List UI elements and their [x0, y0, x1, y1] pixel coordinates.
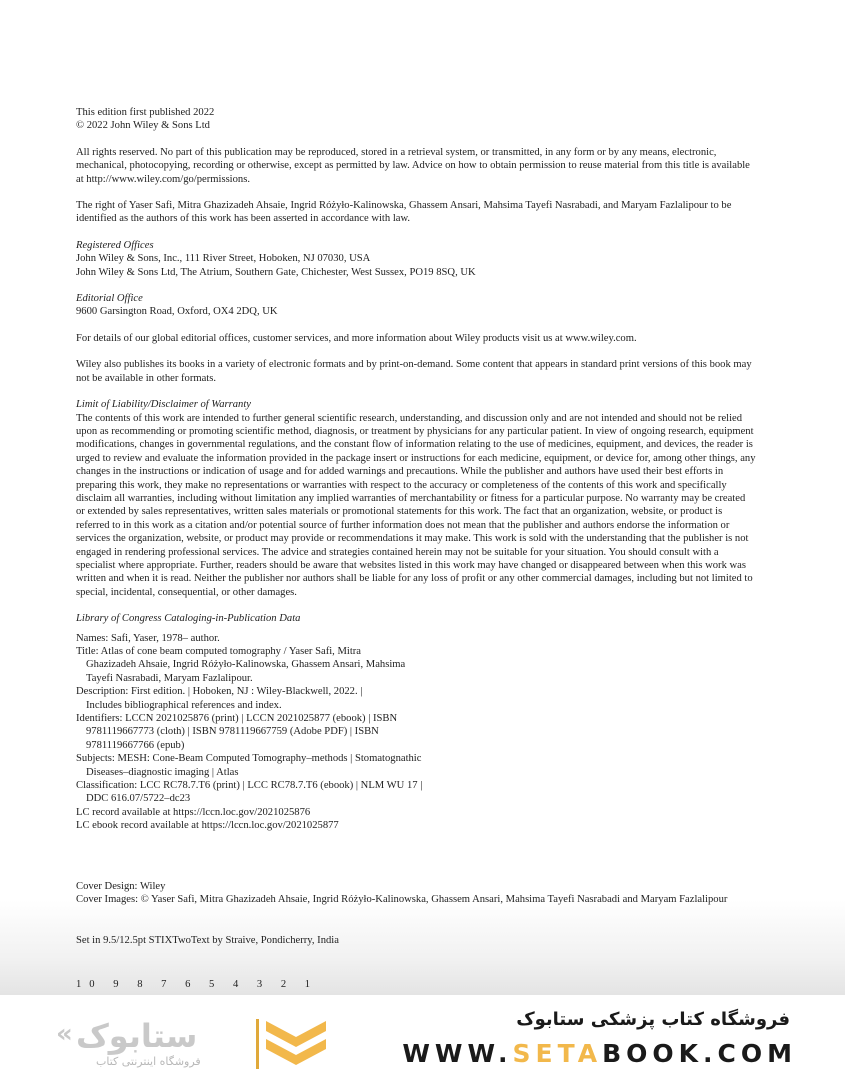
url-prefix: WWW.	[402, 1039, 513, 1068]
cip-line: 9781119667773 (cloth) | ISBN 9781119667759 (Adobe PDF) | ISBN	[86, 726, 379, 738]
cip-line: Description: First edition. | Hoboken, NJ : Wiley-Blackwell, 2022. |	[76, 686, 363, 698]
url-accent: SETA	[512, 1039, 603, 1068]
logo-subtitle: فروشگاه اینترنتی کتاب	[96, 1055, 201, 1068]
formats-paragraph: Wiley also publishes its books in a variety of electronic formats and by print-on-demand. Some content that appears in standard print versions of this book may not be available in other formats.	[76, 359, 752, 384]
registered-office-us: John Wiley & Sons, Inc., 111 River Street, Hoboken, NJ 07030, USA	[76, 253, 371, 265]
cip-line: Classification: LCC RC78.7.T6 (print) | LCC RC78.7.T6 (ebook) | NLM WU 17 |	[76, 780, 423, 792]
authors-right-paragraph: The right of Yaser Safi, Mitra Ghazizadeh Ahsaie, Ingrid Różyło-Kalinowska, Ghassem Ansari, Mahsima Tayefi Nasrabadi, and Maryam Fazlalipour to be identified as the authors of this work has been asserted in accordance with law.	[76, 200, 732, 225]
cip-line: Title: Atlas of cone beam computed tomography / Yaser Safi, Mitra	[76, 646, 362, 657]
liability-text: The contents of this work are intended to further general scientific research, understanding, and discussion only and are not intended and should not be relied upon as recommending or promoting scientific method, diagnosis, or treatment by physicians for any particular patient. In view of ongoing research, equipment modifications, changes in governmental regulations, and the constant flow of information relating to the use of medicines, equipment, and devices, the reader is urged to review and evaluate the information provided in the package insert or instructions for each medicine, equipment, or device for, among other things, any changes in the instructions or indication of usage and for added warnings and precautions. While the publisher and authors have used their best efforts in preparing this work, they make no representations or warranties with respect to the accuracy or completeness of the contents of this work and specifically disclaim all warranties, including without limitation any implied warranties of merchantability or fitness for a particular purpose. No warranty may be created or extended by sales representatives, written sales materials or promotional statements for this work. The fact that an organization, website, or product is referred to in this work as a citation and/or potential source of further information does not mean that the publisher and authors endorse the information or services the organization, website, or product may provide or recommendations it may make. This work is sold with the understanding that the publisher is not engaged in rendering professional services. The advice and strategies contained herein may not be suitable for your situation. You should consult with a specialist where appropriate. Further, readers should be aware that websites listed in this work may have changed or disappeared between when this work was written and when it is read. Neither the publisher nor authors shall be liable for any loss of profit or any other commercial damages, including but not limited to special, incidental, consequential, or other damages.	[76, 412, 756, 598]
rights-paragraph: All rights reserved. No part of this publication may be reproduced, stored in a retrieval system, or transmitted, in any form or by any means, electronic, mechanical, photocopying, recording or otherwise, except as permitted by law. Advice on how to obtain permission to reuse material from this title is available at http://www.wiley.com/go/permissions.	[76, 146, 750, 185]
url-suffix: BOOK.COM	[602, 1039, 797, 1068]
cip-line: DDC 616.07/5722–dc23	[86, 793, 191, 805]
cover-credits	[76, 880, 756, 907]
double-chevron-left-icon: «	[56, 1019, 73, 1049]
typesetting-line: Set in 9.5/12.5pt STIXTwoText by Straive, Pondicherry, India	[76, 935, 339, 946]
copyright-content	[76, 106, 756, 990]
cip-line: Names: Safi, Yaser, 1978– author.	[76, 632, 220, 644]
logo-wordmark: ستابوک	[76, 1017, 198, 1055]
cover-images: Cover Images: © Yaser Safi, Mitra Ghazizadeh Ahsaie, Ingrid Różyło-Kalinowska, Ghassem Ansari, Mahsima Tayefi Nasrabadi and Maryam Fazlalipour	[76, 894, 728, 906]
cip-line: Includes bibliographical references and index.	[86, 699, 282, 711]
book-chevron-icon	[256, 1015, 336, 1071]
registered-offices-heading: Registered Offices	[76, 239, 154, 251]
cip-lines	[76, 632, 756, 833]
liability-heading: Limit of Liability/Disclaimer of Warranty	[76, 399, 252, 411]
cip-line: Diseases–diagnostic imaging | Atlas	[86, 766, 239, 778]
cover-design: Cover Design: Wiley	[76, 881, 166, 892]
cip-heading: Library of Congress Cataloging-in-Publication Data	[76, 613, 301, 625]
details-paragraph: For details of our global editorial offices, customer services, and more information about Wiley products visit us at www.wiley.com.	[76, 332, 637, 344]
first-published: This edition first published 2022	[76, 107, 215, 118]
liability-section	[76, 398, 756, 599]
print-line: 10 9 8 7 6 5 4 3 2 1	[76, 979, 319, 990]
setabook-logo	[56, 1013, 336, 1073]
registered-offices	[76, 239, 756, 279]
cip-line: Tayefi Nasrabadi, Maryam Fazlalipour.	[86, 672, 253, 684]
watermark-footer	[0, 995, 845, 1080]
publication-info	[76, 106, 756, 133]
shop-name: فروشگاه کتاب پزشکی ستابوک	[516, 1009, 790, 1030]
copyright-line: © 2022 John Wiley & Sons Ltd	[76, 120, 210, 132]
cip-line: LC ebook record available at https://lccn.loc.gov/2021025877	[76, 820, 339, 832]
shop-url	[402, 1039, 797, 1068]
cip-line: 9781119667766 (epub)	[86, 739, 185, 751]
editorial-office	[76, 292, 756, 319]
cip-line: Subjects: MESH: Cone-Beam Computed Tomography–methods | Stomatognathic	[76, 753, 422, 765]
cip-line: Identifiers: LCCN 2021025876 (print) | LCCN 2021025877 (ebook) | ISBN	[76, 713, 398, 725]
editorial-office-address: 9600 Garsington Road, Oxford, OX4 2DQ, UK	[76, 306, 278, 318]
editorial-office-heading: Editorial Office	[76, 293, 143, 305]
cip-block	[76, 612, 756, 833]
cip-line: Ghazizadeh Ahsaie, Ingrid Różyło-Kalinowska, Ghassem Ansari, Mahsima	[86, 659, 406, 671]
registered-office-uk: John Wiley & Sons Ltd, The Atrium, Southern Gate, Chichester, West Sussex, PO19 8SQ, UK	[76, 266, 476, 278]
cip-line: LC record available at https://lccn.loc.gov/2021025876	[76, 806, 311, 818]
